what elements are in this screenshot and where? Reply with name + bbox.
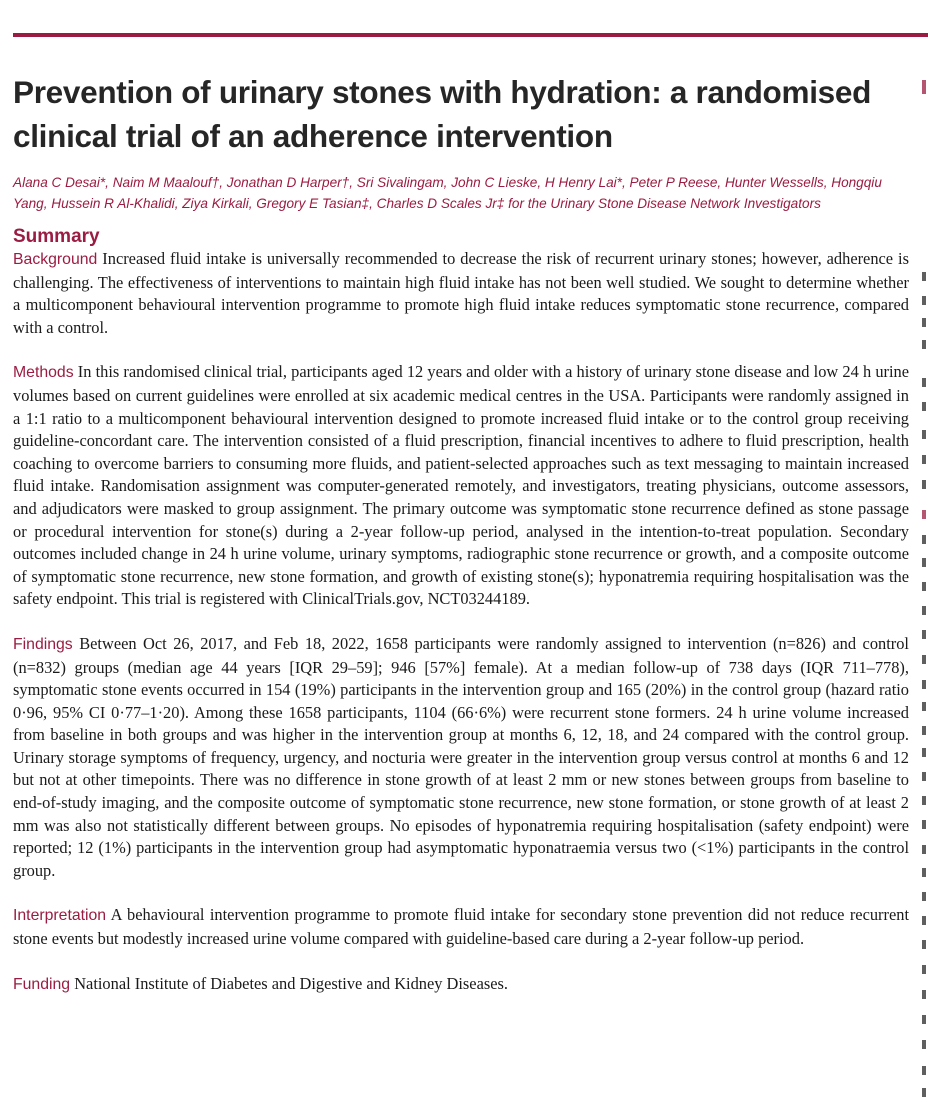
section-text-funding: National Institute of Diabetes and Digestive and Kidney Diseases.	[74, 973, 508, 993]
abstract-interpretation	[13, 904, 909, 950]
article	[13, 70, 909, 1018]
section-text-interpretation: A behavioural intervention programme to promote fluid intake for secondary stone prevention did not reduce recurrent stone events but modestly increased urine volume compared with guideline-based care during a 2-year follow-up period.	[13, 905, 909, 949]
section-text-background: Increased fluid intake is universally recommended to decrease the risk of recurrent urinary stones; however, adherence is challenging. The effectiveness of interventions to maintain high fluid intake has not been well studied. We sought to determine whether a multicomponent behavioural intervention programme to promote high fluid intake reduces symptomatic stone recurrence, compared with a control.	[13, 249, 909, 337]
summary-heading: Summary	[13, 226, 100, 247]
section-label-methods: Methods	[13, 364, 74, 382]
abstract-findings	[13, 633, 909, 883]
abstract-background	[13, 248, 909, 339]
section-label-interpretation: Interpretation	[13, 907, 107, 925]
top-rule	[13, 33, 928, 37]
section-label-funding: Funding	[13, 975, 71, 993]
abstract-funding	[13, 973, 909, 997]
cropped-margin-column	[920, 0, 928, 1102]
author-list: Alana C Desai*, Naim M Maalouf†, Jonathan D Harper†, Sri Sivalingam, John C Lieske, H Henry Lai*, Peter P Reese, Hunter Wessells, Hongqiu Yang, Hussein R Al-Khalidi, Ziya Kirkali, Gregory E Tasian‡, Charles D Scales Jr‡ for the Urinary Stone Disease Network Investigators	[13, 175, 882, 211]
abstract-methods	[13, 361, 909, 611]
section-label-findings: Findings	[13, 635, 73, 653]
section-label-background: Background	[13, 251, 98, 268]
section-text-methods: In this randomised clinical trial, participants aged 12 years and older with a history of urinary stone disease and low 24 h urine volumes based on current guidelines were enrolled at six academic medical centres in the USA. Participants were randomly assigned in a 1:1 ratio to a multicomponent behavioural intervention designed to promote increased fluid intake or to the control group receiving guideline-concordant care. The intervention consisted of a fluid prescription, financial incentives to adhere to fluid prescription, health coaching to overcome barriers to consuming more fluids, and patient-selected approaches such as text messaging to maintain increased fluid intake. Randomisation assignment was computer-generated remotely, and investigators, treating physicians, outcome assessors, and adjudicators were masked to group assignment. The primary outcome was symptomatic stone recurrence defined as stone passage or procedural intervention for stone(s) during a 2-year follow-up period, analysed in the intention-to-treat population. Secondary outcomes included change in 24 h urine volume, urinary symptoms, radiographic stone recurrence or growth, and a composite outcome of symptomatic stone recurrence, new stone formation, and growth of existing stone(s); hyponatremia requiring hospitalisation was the safety endpoint. This trial is registered with ClinicalTrials.gov, NCT03244189.	[13, 362, 909, 609]
article-title: Prevention of urinary stones with hydration: a randomised clinical trial of an adherence intervention	[13, 74, 872, 154]
section-text-findings: Between Oct 26, 2017, and Feb 18, 2022, 1658 participants were randomly assigned to intervention (n=826) and control (n=832) groups (median age 44 years [IQR 29–59]; 946 [57%] female). At a median follow-up of 738 days (IQR 711–778), symptomatic stone events occurred in 154 (19%) participants in the intervention group and 165 (20%) in the control group (hazard ratio 0·96, 95% CI 0·77–1·20). Among these 1658 participants, 1104 (66·6%) were recurrent stone formers. 24 h urine volume increased from baseline in both groups and was higher in the intervention group at months 6, 12, 18, and 24 compared with the control group. Urinary storage symptoms of frequency, urgency, and nocturia were greater in the intervention group versus control at months 6 and 12 but not at other timepoints. There was no difference in stone growth of at least 2 mm or new stones between groups from baseline to end-of-study imaging, and the composite outcome of symptomatic stone recurrence, new stone formation, or stone growth of at least 2 mm was also not statistically different between groups. No episodes of hyponatremia requiring hospitalisation (safety endpoint) were reported; 12 (1%) participants in the intervention group had asymptomatic hyponatraemia versus two (<1%) participants in the control group.	[13, 633, 909, 880]
